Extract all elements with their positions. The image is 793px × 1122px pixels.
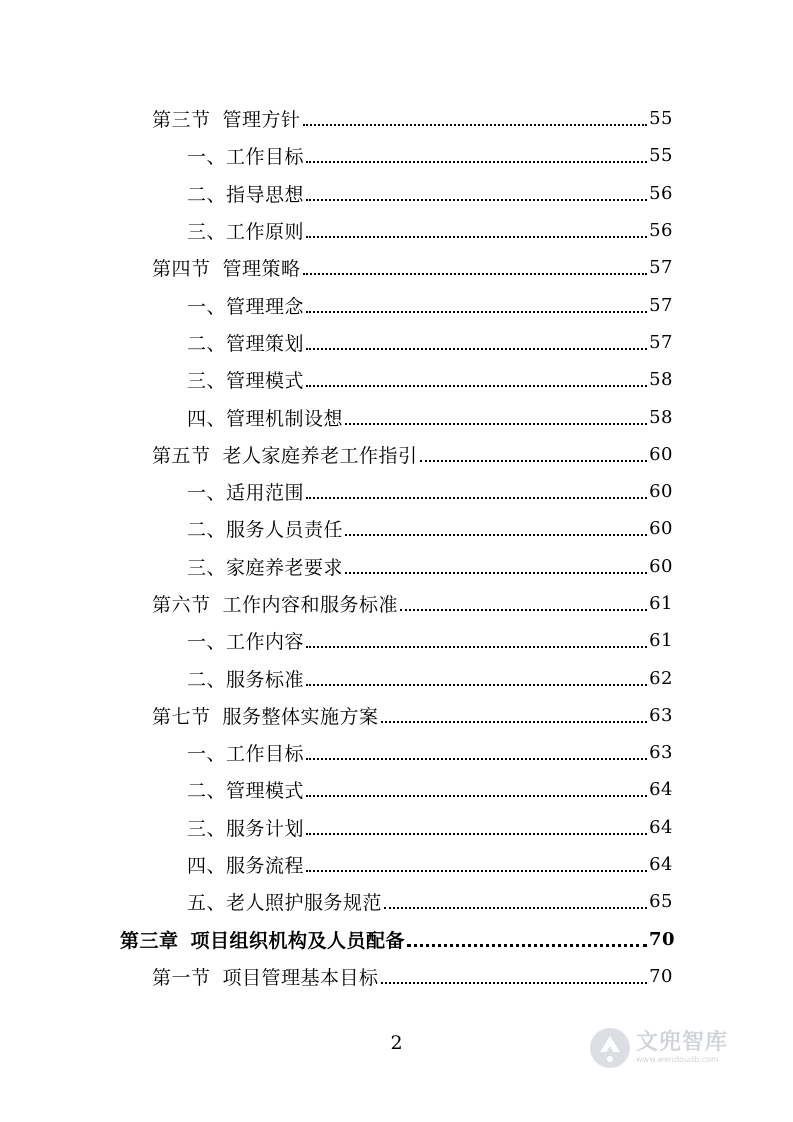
toc-leader-dots <box>306 496 647 499</box>
toc-entry-title: 家庭养老要求 <box>226 556 344 579</box>
toc-entry[interactable] <box>0 249 793 286</box>
toc-entry-number: 第四节 <box>152 258 211 281</box>
toc-entry[interactable] <box>0 697 793 734</box>
toc-entry-label <box>187 851 304 878</box>
toc-entry-page: 62 <box>649 667 673 689</box>
toc-entry-label <box>120 926 405 953</box>
toc-leader-dots <box>306 645 647 648</box>
toc-entry-page: 56 <box>649 182 673 204</box>
toc-entry-title: 管理策略 <box>222 258 301 281</box>
toc-entry-page: 61 <box>649 630 673 652</box>
toc-entry-page: 57 <box>649 331 673 353</box>
toc-leader-dots <box>306 347 647 350</box>
toc-entry-title: 工作原则 <box>226 221 305 244</box>
watermark-title: 文兜智库 <box>636 1030 729 1055</box>
toc-entry-title: 服务整体实施方案 <box>222 705 379 728</box>
toc-entry-page: 60 <box>649 443 673 465</box>
toc-entry-label <box>187 404 343 431</box>
toc-entry[interactable] <box>0 398 793 435</box>
toc-leader-dots <box>303 123 647 126</box>
toc-leader-dots <box>306 384 647 387</box>
toc-leader-dots <box>306 757 647 760</box>
toc-entry-title: 管理方针 <box>222 109 301 132</box>
toc-entry-label <box>187 814 304 841</box>
toc-entry[interactable] <box>0 771 793 808</box>
toc-entry-page: 63 <box>649 742 673 764</box>
toc-entry-number: 一、 <box>187 743 227 766</box>
toc-leader-dots <box>345 533 647 536</box>
toc-entry-title: 服务流程 <box>226 855 305 878</box>
toc-entry[interactable] <box>0 436 793 473</box>
toc-entry-number: 第六节 <box>152 594 211 616</box>
toc-entry[interactable] <box>0 921 793 958</box>
toc-entry[interactable] <box>0 100 793 137</box>
toc-entry-number: 五、 <box>187 892 227 915</box>
toc-entry-title: 工作内容 <box>226 631 305 654</box>
toc-entry-page: 63 <box>649 704 673 726</box>
toc-entry-page: 58 <box>649 406 673 428</box>
toc-entry-label <box>187 739 304 766</box>
toc-entry-label <box>187 888 382 915</box>
toc-entry-label <box>187 292 304 319</box>
toc-entry[interactable] <box>0 585 793 622</box>
toc-entry[interactable] <box>0 324 793 361</box>
toc-leader-dots <box>306 832 647 835</box>
toc-entry-title: 老人家庭养老工作指引 <box>222 444 418 467</box>
page-number: 2 <box>390 1032 403 1054</box>
toc-entry-title: 指导思想 <box>226 183 305 206</box>
toc-entry-title: 管理模式 <box>226 370 305 393</box>
toc-entry[interactable] <box>0 175 793 212</box>
toc-leader-dots <box>306 869 647 872</box>
toc-entry[interactable] <box>0 473 793 510</box>
toc-entry-number: 三、 <box>187 556 227 579</box>
toc-leader-dots <box>306 235 647 238</box>
toc-entry-page: 60 <box>649 518 673 540</box>
toc-entry-page: 55 <box>649 145 673 167</box>
toc-entry-title: 工作目标 <box>226 743 305 766</box>
toc-entry[interactable] <box>0 659 793 696</box>
toc-entry-number: 一、 <box>187 295 227 318</box>
toc-entry-label <box>187 627 304 654</box>
toc-entry[interactable] <box>0 548 793 585</box>
toc-entry-page: 60 <box>649 555 673 577</box>
toc-entry-title: 服务人员责任 <box>226 519 344 542</box>
toc-entry-label <box>152 702 379 729</box>
toc-leader-dots <box>306 794 647 797</box>
toc-entry-number: 四、 <box>187 855 227 878</box>
toc-leader-dots <box>400 608 647 611</box>
toc-entry-number: 第三节 <box>152 109 211 132</box>
toc-leader-dots <box>306 683 647 686</box>
toc-entry[interactable] <box>0 286 793 323</box>
toc-entry-label <box>152 441 418 468</box>
toc-entry-label <box>152 590 398 617</box>
toc-entry-label <box>187 515 343 542</box>
toc-leader-dots <box>306 310 647 313</box>
toc-entry-title: 管理机制设想 <box>226 407 344 430</box>
toc-entry-label <box>187 329 304 356</box>
toc-entry-number: 四、 <box>187 407 227 430</box>
toc-entry-page: 55 <box>649 108 673 130</box>
toc-entry-title: 管理模式 <box>226 780 305 803</box>
toc-entry-title: 服务计划 <box>226 817 305 840</box>
toc-leader-dots <box>345 422 647 425</box>
toc-entry-title: 项目管理基本目标 <box>222 966 379 989</box>
toc-entry-page: 57 <box>649 257 673 279</box>
toc-entry-label <box>187 142 304 169</box>
watermark-url: www.wendoudb.com <box>636 1055 719 1064</box>
toc-entry-page: 64 <box>649 779 673 801</box>
table-of-contents <box>0 100 793 995</box>
toc-entry[interactable] <box>0 622 793 659</box>
toc-entry-number: 二、 <box>187 519 227 542</box>
toc-entry-number: 二、 <box>187 183 227 206</box>
toc-entry-page: 61 <box>649 593 673 614</box>
toc-entry-number: 三、 <box>187 370 227 393</box>
toc-entry[interactable] <box>0 510 793 547</box>
toc-leader-dots <box>303 272 647 275</box>
toc-entry-page: 65 <box>649 891 673 913</box>
toc-entry-label <box>187 776 304 803</box>
wendou-logo-icon <box>588 1026 632 1070</box>
toc-entry-number: 三、 <box>187 221 227 244</box>
toc-leader-dots <box>420 459 647 462</box>
toc-leader-dots <box>306 160 647 163</box>
toc-entry[interactable] <box>0 809 793 846</box>
toc-entry-title: 服务标准 <box>226 668 305 691</box>
toc-entry-page: 64 <box>649 816 673 838</box>
toc-entry-number: 第七节 <box>152 705 211 728</box>
toc-leader-dots <box>306 198 647 201</box>
toc-entry-page: 60 <box>649 481 673 503</box>
toc-entry-page: 70 <box>649 965 673 987</box>
toc-entry-title: 管理理念 <box>226 295 305 318</box>
toc-entry-label <box>152 254 301 281</box>
toc-leader-dots <box>381 981 647 984</box>
toc-entry[interactable] <box>0 361 793 398</box>
toc-entry-label <box>187 217 304 244</box>
toc-entry-label <box>152 963 379 990</box>
toc-entry-title: 管理策划 <box>226 332 305 355</box>
toc-entry-number: 二、 <box>187 780 227 803</box>
toc-entry-title: 老人照护服务规范 <box>226 892 383 915</box>
toc-leader-dots <box>381 720 647 723</box>
toc-entry-label <box>187 478 304 505</box>
toc-entry-page: 58 <box>649 369 673 391</box>
toc-entry-number: 一、 <box>187 146 227 169</box>
toc-entry[interactable] <box>0 734 793 771</box>
toc-entry[interactable] <box>0 883 793 920</box>
toc-entry[interactable] <box>0 958 793 995</box>
toc-entry[interactable] <box>0 846 793 883</box>
toc-entry[interactable] <box>0 212 793 249</box>
toc-entry-title: 工作内容和服务标准 <box>222 594 399 616</box>
toc-entry-page: 56 <box>649 220 673 242</box>
toc-leader-dots <box>384 906 647 909</box>
toc-entry-label <box>187 366 304 393</box>
toc-entry-number: 三、 <box>187 817 227 840</box>
toc-entry-number: 一、 <box>187 482 227 505</box>
toc-entry-label <box>187 665 304 692</box>
toc-entry-label <box>152 105 301 132</box>
toc-entry-page: 70 <box>649 928 676 950</box>
toc-leader-dots <box>345 571 647 574</box>
toc-entry-title: 项目组织机构及人员配备 <box>190 929 406 952</box>
toc-entry-number: 第三章 <box>120 929 179 952</box>
toc-entry-number: 二、 <box>187 332 227 355</box>
toc-entry-label <box>187 180 304 207</box>
toc-entry-number: 第一节 <box>152 966 211 989</box>
toc-leader-dots <box>407 943 647 947</box>
toc-entry-title: 适用范围 <box>226 482 305 505</box>
toc-entry-number: 第五节 <box>152 444 211 467</box>
toc-entry[interactable] <box>0 137 793 174</box>
toc-entry-number: 二、 <box>187 668 227 691</box>
toc-entry-number: 一、 <box>187 631 227 654</box>
toc-entry-label <box>187 553 343 580</box>
watermark <box>588 1022 758 1074</box>
toc-entry-title: 工作目标 <box>226 146 305 169</box>
toc-entry-page: 57 <box>649 294 673 316</box>
toc-entry-page: 64 <box>649 854 673 876</box>
